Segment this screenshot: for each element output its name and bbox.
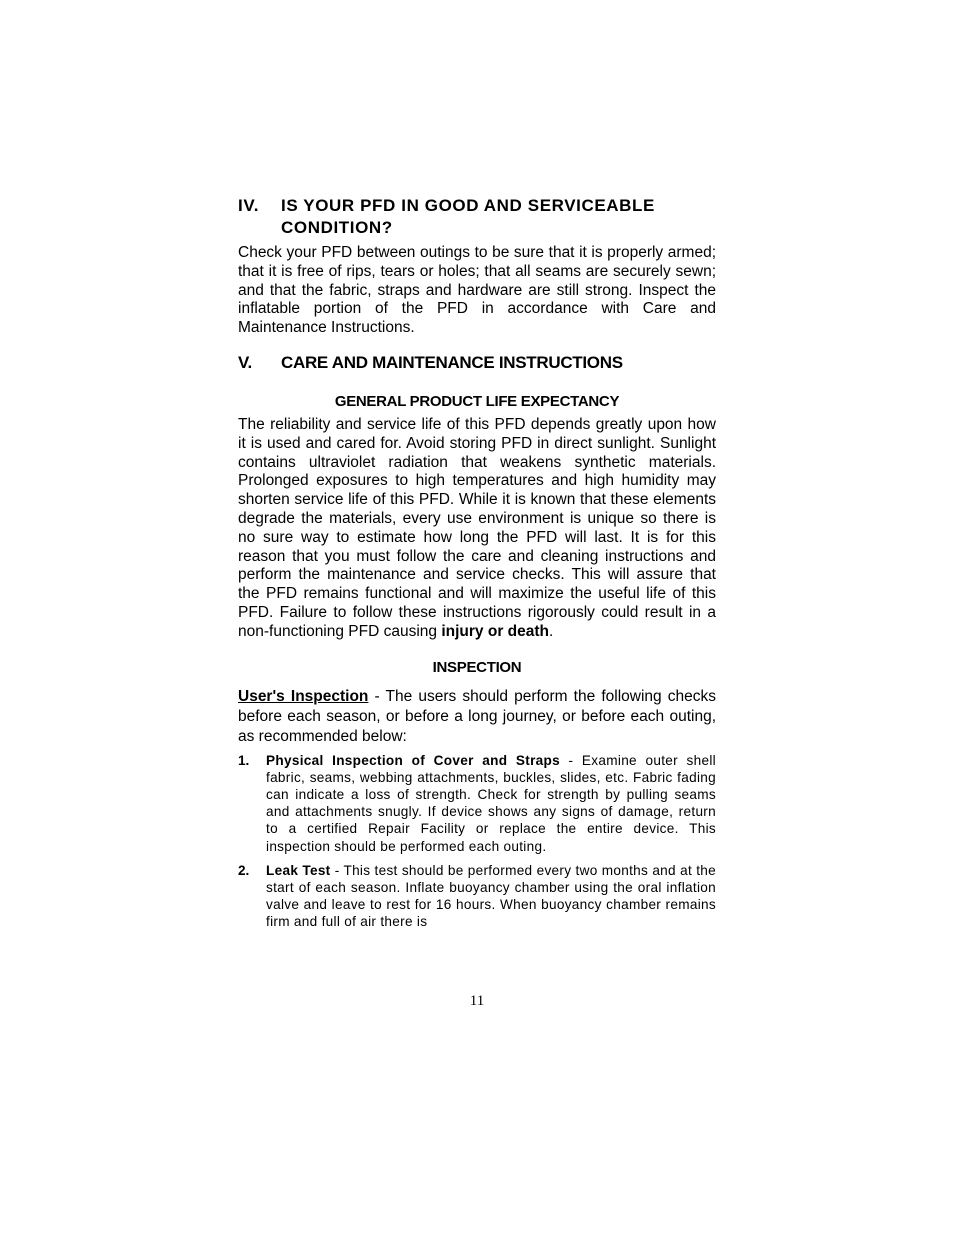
page-content (238, 195, 716, 931)
life-expectancy-text: The reliability and service life of this PFD depends greatly upon how it is used and cared for. Avoid storing PFD in direct sunlight. Sunlight contains ultraviolet radiation that weakens synthetic materials. Prolonged exposures to high temperatures and high humidity may shorten service life of this PFD. While it is known that these elements degrade the materials, every use environment is unique so there is no sure way to estimate how long the PFD will last. It is for this reason that you must follow the care and cleaning instructions and perform the maintenance and service checks. This will assure that the PFD remains functional and will maximize the useful life of this PFD. Failure to follow these instructions rigorously could result in a non-functioning PFD causing (238, 415, 716, 640)
section-4-heading (238, 195, 716, 239)
list-item-text: - This test should be performed every two months and at the start of each season. Inflate buoyancy chamber using the oral inflation valve and leave to rest for 16 hours. When buoyancy chamber remains firm and full of air there is (266, 862, 716, 930)
section-5-title: CARE AND MAINTENANCE INSTRUCTIONS (281, 352, 623, 372)
inspection-heading: INSPECTION (432, 658, 522, 676)
inspection-list (238, 752, 716, 931)
users-inspection-paragraph (238, 687, 716, 747)
list-item (238, 862, 716, 931)
list-item-number: 2. (238, 862, 250, 878)
life-expectancy-end: . (549, 622, 554, 640)
users-inspection-label: User's Inspection (238, 687, 369, 705)
list-item-text: - Examine outer shell fabric, seams, webbing attachments, buckles, slides, etc. Fabric fading can indicate a loss of strength. Check for strength by pulling seams and attachments snugly. If device shows any signs of damage, return to a certified Repair Facility or replace the entire device. This inspection should be performed each outing. (266, 752, 716, 854)
list-item-title: Physical Inspection of Cover and Straps (266, 752, 560, 768)
list-item-body (266, 752, 716, 855)
list-item-title: Leak Test (266, 862, 331, 878)
page-number: 11 (469, 993, 485, 1009)
life-expectancy-heading: GENERAL PRODUCT LIFE EXPECTANCY (334, 392, 620, 410)
list-item-number: 1. (238, 752, 250, 768)
section-4-body: Check your PFD between outings to be sure that it is properly armed; that it is free of rips, tears or holes; that all seams are securely sewn; and that the fabric, straps and hardware are still strong. Inspect the inflatable portion of the PFD in accordance with Care and Maintenance Instructions. (238, 244, 716, 337)
users-inspection-text: - The users should perform the following checks before each season, or before a long journey, or before each outing, as recommended below: (238, 687, 716, 745)
injury-warning: injury or death (441, 622, 549, 640)
list-item-body (266, 862, 716, 931)
section-5-heading (238, 352, 716, 374)
section-4-number: IV. (238, 196, 260, 215)
section-4-title: IS YOUR PFD IN GOOD AND SERVICEABLE CONDITION? (281, 196, 655, 237)
life-expectancy-body (238, 416, 716, 642)
section-5-number: V. (238, 352, 252, 372)
list-item (238, 752, 716, 855)
